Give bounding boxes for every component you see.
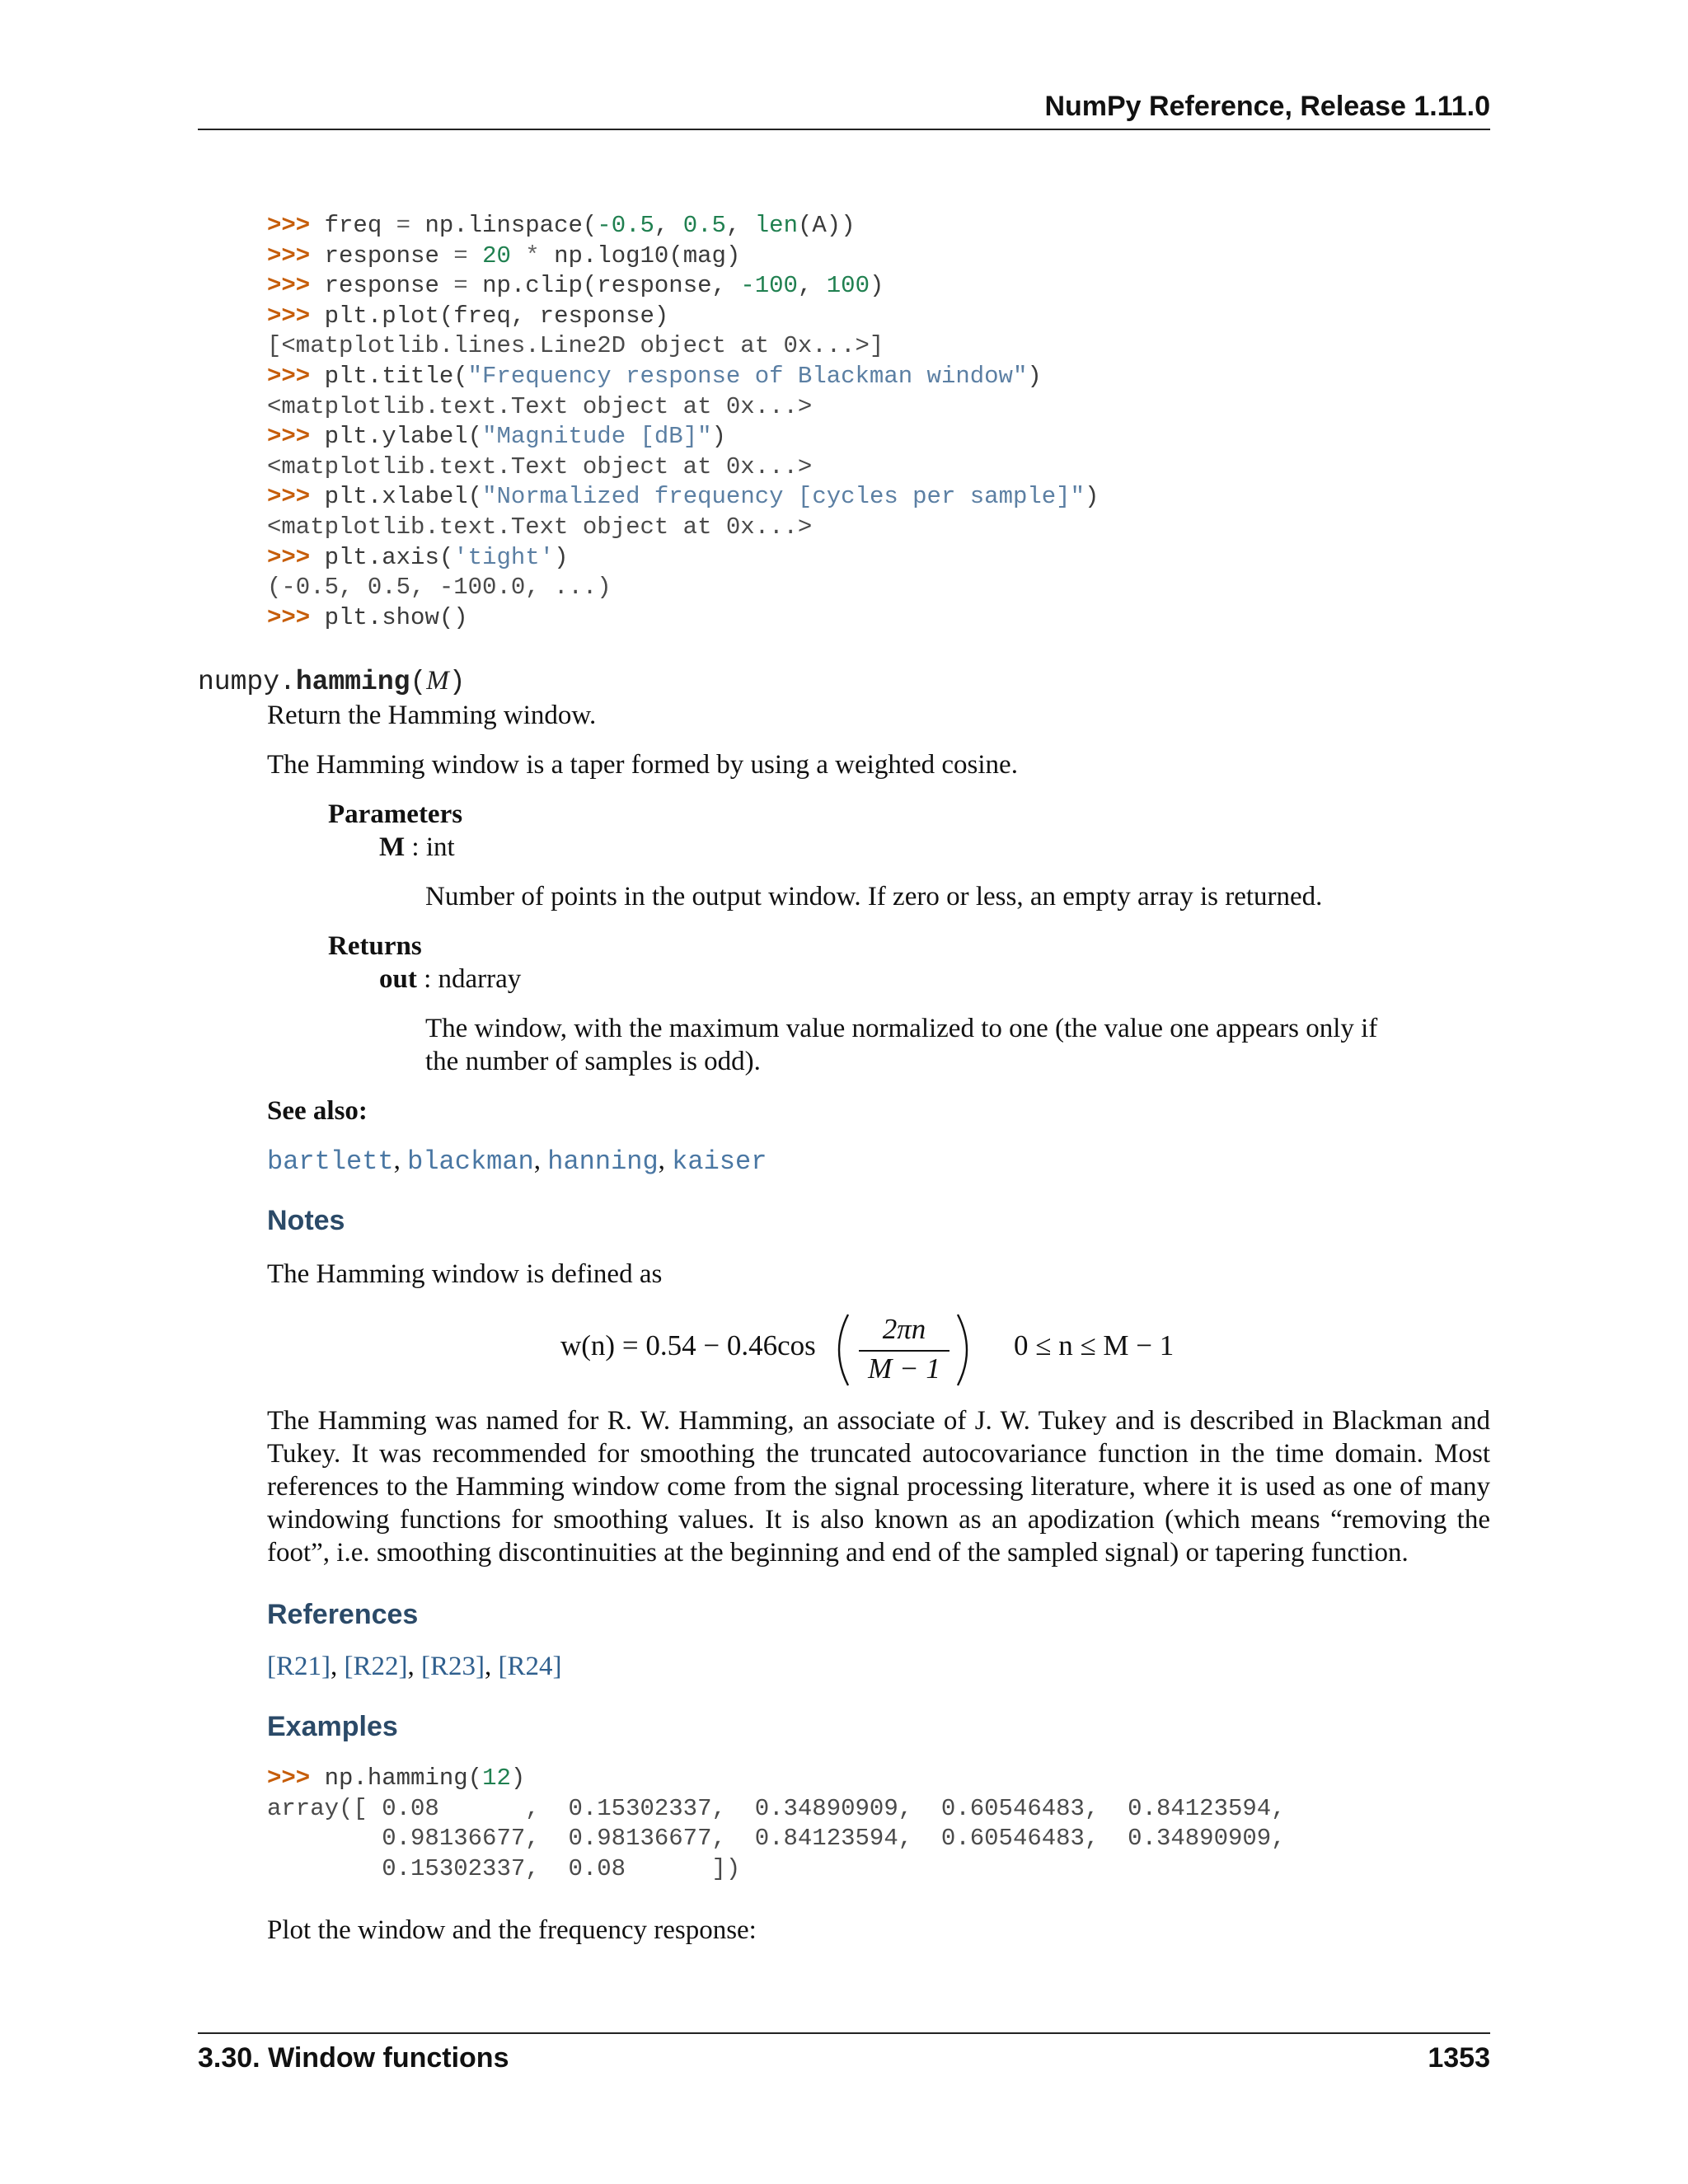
parameter-description: Number of points in the output window. If zero or less, an empty array is returned. (425, 882, 1323, 912)
code-token: ) (1084, 483, 1100, 511)
prompt-token: >>> (267, 483, 325, 511)
footer-page-number: 1353 (1428, 2042, 1490, 2074)
references-list (267, 1650, 562, 1683)
code-token: "Magnitude [dB]" (482, 423, 712, 451)
code-token: np.clip(response, (467, 272, 741, 300)
return-description-line-1: The window, with the maximum value normalized to one (the value one appears only if (425, 1014, 1378, 1043)
code-top-line (267, 603, 1099, 634)
examples-heading: Examples (267, 1711, 398, 1742)
code-top-line (267, 362, 1099, 392)
notes-body (267, 1404, 1490, 1569)
signature-close-paren: ) (448, 667, 466, 697)
reference-link-r24[interactable]: [R24] (498, 1652, 562, 1681)
code-token: 0.98136677, 0.98136677, 0.84123594, 0.60546483, 0.34890909, (267, 1825, 1286, 1853)
separator: , (533, 1146, 548, 1175)
separator: , (658, 1146, 673, 1175)
prompt-token: >>> (267, 241, 325, 269)
parameters-heading: Parameters (328, 799, 463, 829)
code-token: "Frequency response of Blackman window" (467, 362, 1028, 390)
parameter-type: : int (405, 832, 455, 862)
code-token: array([ 0.08 , 0.15302337, 0.34890909, 0.60546483, 0.84123594, (267, 1794, 1286, 1822)
code-token: plt.axis( (324, 543, 454, 571)
notes-intro: The Hamming window is defined as (267, 1259, 663, 1289)
code-token: (A)) (797, 212, 856, 239)
return-description-line-2: the number of samples is odd). (425, 1047, 761, 1076)
prompt-token: >>> (267, 423, 325, 451)
code-token: 12 (482, 1765, 511, 1792)
prompt-token: >>> (267, 212, 325, 239)
code-top-line (267, 543, 1099, 574)
code-token: (-0.5, 0.5, -100.0, ...) (267, 574, 612, 602)
code-token: = (453, 241, 468, 269)
code-token: plt.plot(freq, response) (324, 302, 669, 330)
returns-heading: Returns (328, 931, 422, 961)
code-token: 'tight' (453, 543, 555, 571)
signature-open-paren: ( (410, 667, 427, 697)
code-token: 100 (826, 272, 870, 300)
code-token: np.hamming( (324, 1765, 483, 1792)
see-also-link-hanning[interactable]: hanning (547, 1146, 659, 1177)
references-heading: References (267, 1599, 419, 1630)
footer-section: 3.30. Window functions (198, 2042, 509, 2074)
notes-body-line: The Hamming was named for R. W. Hamming, an associate of J. W. Tukey and is described in Blackman and (267, 1406, 1490, 1436)
notes-body-line: references to the Hamming window come from the signal processing literature, where it is used as one of many (267, 1472, 1490, 1502)
code-top-line (267, 452, 1099, 483)
code-token: response (324, 241, 454, 269)
code-top-line (267, 211, 1099, 241)
notes-body-line: foot”, i.e. smoothing discontinuities at the beginning and end of the sampled signal) or tapering function. (267, 1538, 1409, 1568)
formula-left-paren (828, 1313, 851, 1387)
code-token: plt.show() (324, 603, 468, 631)
notes-body-line: Tukey. It was recommended for smoothing the truncated autocovariance function in the time domain. Most (267, 1439, 1490, 1469)
separator: , (407, 1652, 421, 1681)
separator: , (393, 1146, 408, 1175)
signature-module: numpy. (198, 667, 296, 697)
code-token: , (725, 212, 755, 239)
code-token: freq (324, 212, 396, 239)
code-token: <matplotlib.text.Text object at 0x...> (267, 392, 813, 420)
signature-arg: M (426, 666, 449, 696)
prompt-token: >>> (267, 1765, 325, 1792)
formula-lhs: w(n) = 0.54 − 0.46cos (560, 1329, 816, 1361)
prompt-token: >>> (267, 302, 325, 330)
code-token: len (754, 212, 798, 239)
code-top-line (267, 331, 1099, 362)
code-token: <matplotlib.text.Text object at 0x...> (267, 452, 813, 480)
see-also-link-bartlett[interactable]: bartlett (267, 1146, 394, 1177)
code-token: * (525, 241, 540, 269)
code-token: ) (554, 543, 569, 571)
prompt-token: >>> (267, 362, 325, 390)
code-token: response (324, 272, 454, 300)
description-text: The Hamming window is a taper formed by using a weighted cosine. (267, 750, 1018, 780)
code-example-line (267, 1794, 1286, 1825)
code-token: plt.xlabel( (324, 483, 483, 511)
formula-right-paren (954, 1313, 978, 1387)
code-token: -100 (740, 272, 798, 300)
formula-fraction-bar (859, 1350, 950, 1352)
code-example-line (267, 1764, 1286, 1794)
code-token: = (396, 212, 411, 239)
code-token: -0.5 (597, 212, 654, 239)
code-token: ) (1027, 362, 1042, 390)
see-also-heading: See also: (267, 1096, 368, 1126)
parameter-name: M (379, 832, 406, 862)
code-token: 20 (482, 241, 511, 269)
prompt-token: >>> (267, 272, 325, 300)
code-token: 0.15302337, 0.08 ]) (267, 1854, 741, 1882)
code-token (468, 242, 482, 269)
examples-after-text: Plot the window and the frequency response: (267, 1915, 757, 1945)
code-block-frequency-response (267, 211, 1099, 633)
code-example-line (267, 1854, 1286, 1885)
code-token: np.linspace( (410, 212, 598, 239)
code-token: ) (711, 423, 726, 451)
code-token: = (453, 272, 468, 300)
see-also-links (267, 1144, 767, 1179)
reference-link-r23[interactable]: [R23] (421, 1652, 485, 1681)
code-top-line (267, 271, 1099, 302)
code-top-line (267, 573, 1099, 603)
code-token: plt.ylabel( (324, 423, 483, 451)
see-also-link-kaiser[interactable]: kaiser (672, 1146, 767, 1177)
prompt-token: >>> (267, 543, 325, 571)
hamming-formula (560, 1313, 1203, 1387)
summary-text: Return the Hamming window. (267, 701, 597, 730)
separator: , (331, 1652, 345, 1681)
footer-rule (198, 2032, 1490, 2034)
signature-function-name: hamming (295, 667, 410, 697)
code-top-line (267, 241, 1099, 272)
formula-denominator: M − 1 (868, 1352, 940, 1385)
function-signature (198, 666, 466, 697)
code-top-line (267, 482, 1099, 513)
code-token: ) (510, 1765, 526, 1792)
code-token: [<matplotlib.lines.Line2D object at 0x...>] (267, 332, 884, 360)
code-top-line (267, 513, 1099, 543)
running-header-title: NumPy Reference, Release 1.11.0 (1044, 91, 1490, 122)
code-top-line (267, 422, 1099, 452)
code-token: <matplotlib.text.Text object at 0x...> (267, 513, 813, 541)
formula-condition: 0 ≤ n ≤ M − 1 (1014, 1329, 1175, 1361)
return-type: : ndarray (416, 964, 522, 994)
parameter-M (379, 831, 455, 864)
code-block-examples (267, 1764, 1286, 1884)
code-token: 0.5 (682, 212, 726, 239)
code-token (511, 242, 525, 269)
code-token: np.log10(mag) (539, 241, 741, 269)
code-token: plt.title( (324, 362, 468, 390)
reference-link-r22[interactable]: [R22] (344, 1652, 408, 1681)
code-token: , (654, 212, 683, 239)
code-token: "Normalized frequency [cycles per sample]" (482, 483, 1085, 511)
reference-link-r21[interactable]: [R21] (267, 1652, 331, 1681)
see-also-link-blackman[interactable]: blackman (407, 1146, 534, 1177)
notes-heading: Notes (267, 1205, 345, 1236)
code-token: ) (869, 272, 884, 300)
formula-numerator: 2πn (882, 1313, 926, 1345)
notes-body-line: windowing functions for smoothing values. It is also known as an apodization (which means “removing the (267, 1505, 1490, 1535)
prompt-token: >>> (267, 603, 325, 631)
return-out (379, 963, 521, 996)
code-top-line (267, 392, 1099, 423)
header-rule (198, 129, 1490, 130)
code-token: , (797, 272, 827, 300)
code-example-line (267, 1824, 1286, 1854)
separator: , (485, 1652, 499, 1681)
return-name: out (379, 964, 417, 994)
code-top-line (267, 302, 1099, 332)
